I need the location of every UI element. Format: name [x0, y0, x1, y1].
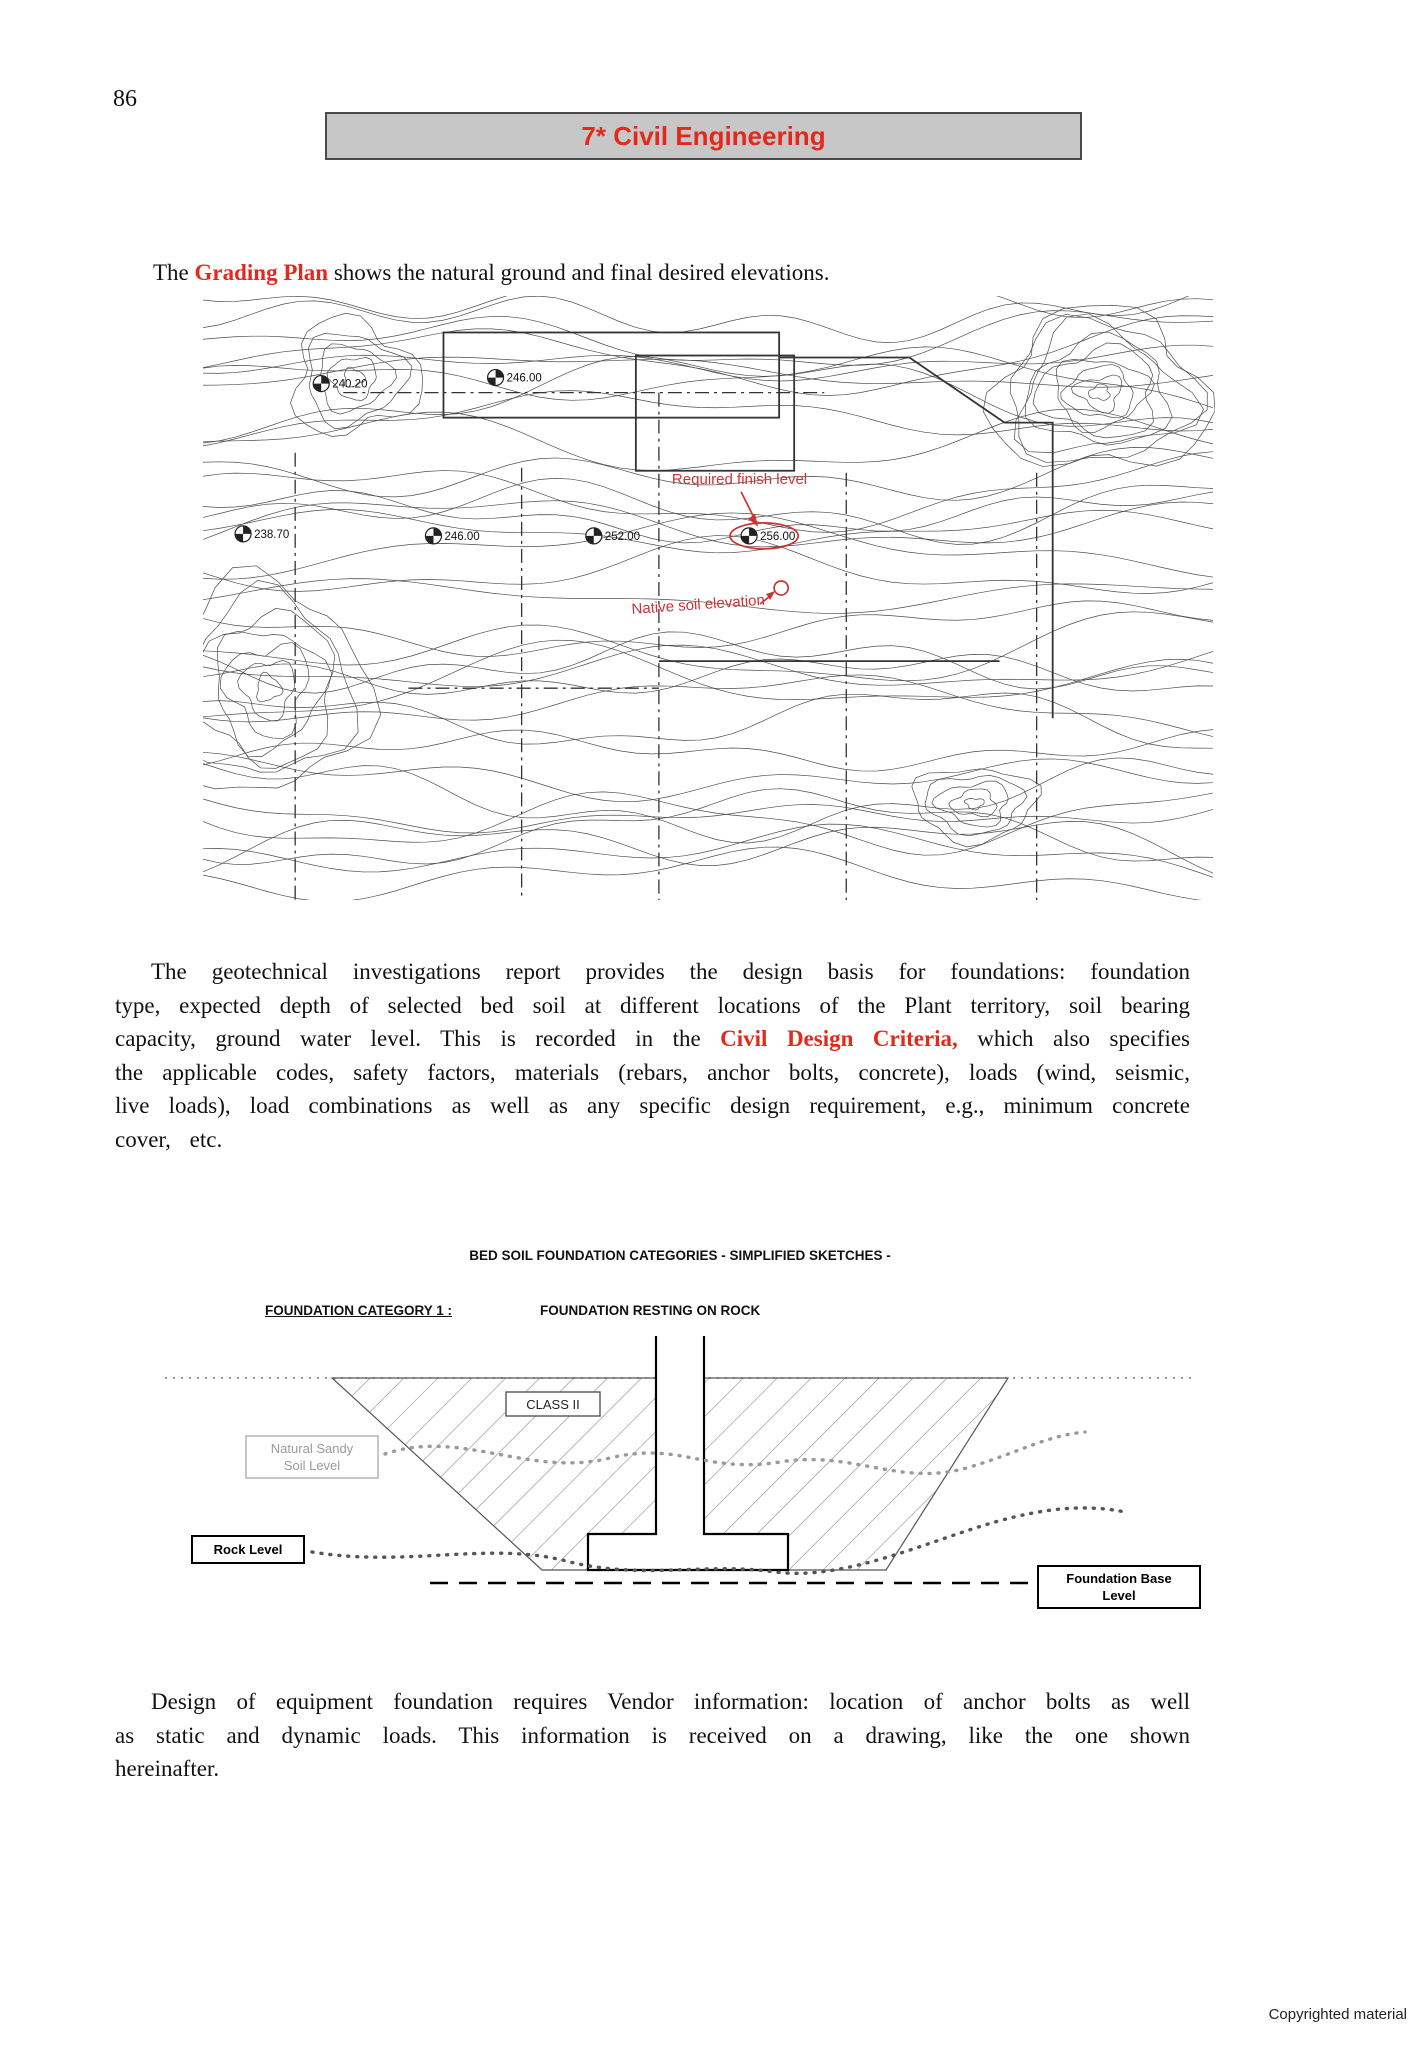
native-soil-point [774, 581, 788, 595]
rock-label: Rock Level [213, 1542, 283, 1557]
foundation-sketch-svg [140, 1336, 1220, 1636]
intro-text-before: The [153, 260, 195, 285]
elevation-label: 238.70 [254, 528, 290, 541]
elevation-marker [488, 370, 542, 386]
closing-paragraph: Design of equipment foundation requires Vendor information: location of anchor bolts as well as static and dynamic loads. This information is received on a drawing, like the one shown hereinafter. [115, 1689, 1190, 1781]
elevation-label: 240.20 [332, 378, 368, 391]
plot-boundaries [295, 332, 1052, 900]
intro-paragraph [115, 256, 1190, 290]
benchmark-icon [313, 376, 329, 392]
elevation-label: 252.00 [604, 530, 641, 543]
body-text-before: The geotechnical investigations report provides the design basis for foundations: foundation type, expected depth of selected bed soil at different locations of the Plant territory, soil bearing capacity, ground water level. This is recorded in the [115, 959, 1190, 1051]
sandy-label-line1: Natural Sandy [270, 1441, 354, 1456]
native-soil-label: Native soil elevation [630, 591, 766, 619]
benchmark-icon [488, 370, 504, 386]
grading-plan-figure [203, 296, 1215, 900]
civil-design-criteria-term: Civil Design Criteria, [720, 1026, 958, 1051]
benchmark-icon [235, 526, 251, 542]
benchmark-icon [741, 528, 757, 544]
page-number: 86 [113, 86, 137, 112]
body-text-after: which also specifies the applicable codes, safety factors, materials (rebars, anchor bolts, concrete), loads (wind, seismic, live loads), load combinations as well as any specific design requirement, e.g., minimum concrete cover, etc. [115, 1026, 1190, 1152]
sandy-label-box [246, 1436, 378, 1478]
base-label-line1: Foundation Base [1066, 1571, 1172, 1586]
body-paragraph [115, 955, 1190, 1156]
elevation-marker [741, 528, 795, 544]
chapter-title: 7* Civil Engineering [581, 120, 826, 151]
grading-plan-svg [203, 296, 1215, 900]
rock-label-box [192, 1536, 304, 1563]
elevation-marker [586, 528, 640, 544]
sandy-label-line2: Soil Level [283, 1458, 341, 1473]
foundation-category-label: FOUNDATION CATEGORY 1 : [265, 1303, 453, 1318]
benchmark-icon [425, 528, 441, 544]
class-label-box [506, 1392, 600, 1416]
elevation-marker [313, 376, 367, 392]
foundation-category-name: FOUNDATION RESTING ON ROCK [540, 1303, 761, 1318]
benchmark-icon [586, 528, 602, 544]
class-label: CLASS II [526, 1397, 580, 1412]
base-label-line2: Level [1102, 1588, 1136, 1603]
elevation-markers [235, 370, 795, 544]
sketch-title: BED SOIL FOUNDATION CATEGORIES - SIMPLIFIED SKETCHES - [469, 1248, 891, 1263]
chapter-header [325, 112, 1082, 160]
elevation-label: 246.00 [506, 372, 542, 385]
foundation-sketch-figure [140, 1248, 1220, 1648]
elevation-label: 256.00 [760, 530, 796, 543]
elevation-marker [235, 526, 289, 542]
red-annotations [631, 471, 807, 618]
elevation-label: 246.00 [444, 530, 480, 543]
intro-text-after: shows the natural ground and final desired elevations. [328, 260, 830, 285]
finish-level-label: Required finish level [671, 470, 808, 488]
elevation-marker [425, 528, 479, 544]
copyright-note: Copyrighted material [1268, 2006, 1407, 2023]
grading-plan-term: Grading Plan [194, 260, 329, 285]
base-label-box [1038, 1566, 1200, 1608]
